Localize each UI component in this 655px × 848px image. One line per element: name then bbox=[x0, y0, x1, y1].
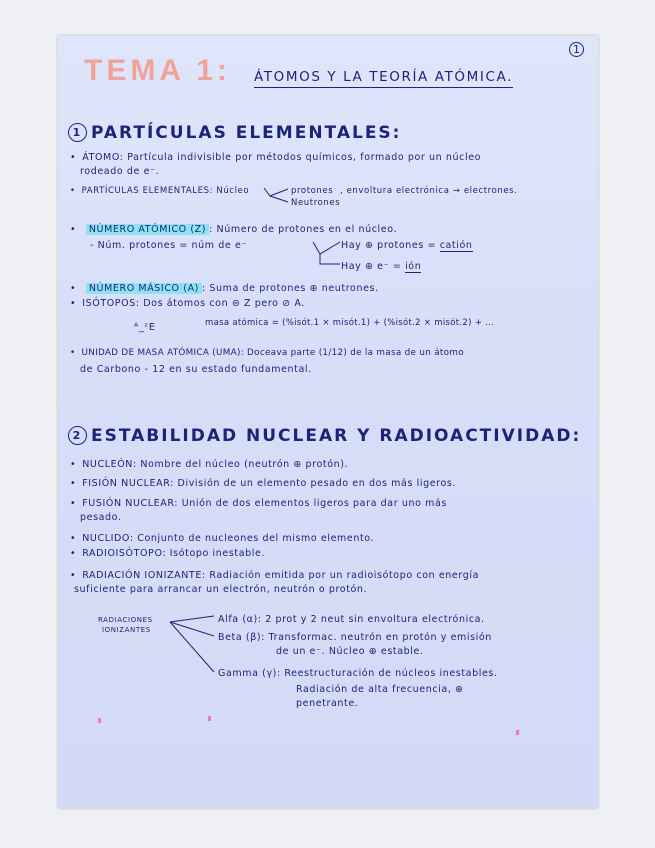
num-protones-line: - Núm. protones = núm de e⁻ bbox=[90, 240, 248, 251]
atomo-line-1: • ÁTOMO: Partícula indivisible por métodos químicos, formado por un núcleo bbox=[70, 152, 481, 163]
radioisotopo-line: • RADIOISÓTOPO: Isótopo inestable. bbox=[70, 548, 265, 559]
alfa-arrow bbox=[170, 616, 214, 622]
gamma-line-3: penetrante. bbox=[296, 698, 359, 709]
beta-line-1: Beta (β): Transformac. neutrón en protón y emisión bbox=[218, 632, 492, 643]
hay-mas-protones-text: Hay ⊕ protones = bbox=[341, 240, 437, 251]
alfa-line: Alfa (α): 2 prot y 2 neut sin envoltura electrónica. bbox=[218, 614, 485, 625]
fusion-line-1: • FUSIÓN NUCLEAR: Unión de dos elementos ligeros para dar uno más bbox=[70, 498, 447, 509]
isotopos-line: • ISÓTOPOS: Dos átomos con ⊜ Z pero ⊘ A. bbox=[70, 298, 305, 309]
section2-number: 2 bbox=[68, 426, 87, 445]
num-atomico-label: NÚMERO ATÓMICO (Z) bbox=[86, 224, 209, 235]
title-subtitle: ÁTOMOS Y LA TEORÍA ATÓMICA. bbox=[254, 69, 513, 88]
uma-line-2: de Carbono - 12 en su estado fundamental. bbox=[80, 364, 312, 375]
hay-mas-e-text: Hay ⊕ e⁻ = bbox=[341, 261, 402, 272]
radiacion-line-2: suficiente para arrancar un electrón, neutrón o protón. bbox=[74, 584, 368, 595]
nuclido-line: • NUCLIDO: Conjunto de nucleones del mismo elemento. bbox=[70, 533, 374, 544]
particulas-line: • PARTÍCULAS ELEMENTALES: Núcleo bbox=[70, 186, 249, 196]
particulas-neutrones: Neutrones bbox=[291, 198, 341, 208]
num-protones-arrow-up bbox=[313, 242, 340, 254]
atomo-line-2: rodeado de e⁻. bbox=[80, 166, 160, 177]
ion-word: ión bbox=[405, 261, 422, 272]
page-number: 1 bbox=[569, 42, 584, 57]
cation-word: catión bbox=[439, 240, 473, 251]
notebook-page bbox=[58, 36, 598, 808]
nucleon-line: • NUCLEÓN: Nombre del núcleo (neutrón ⊕ protón). bbox=[70, 459, 348, 470]
particulas-envoltura: , envoltura electrónica → electrones. bbox=[340, 186, 518, 196]
nucleo-arrow-neutrones bbox=[270, 196, 288, 202]
title-tema: TEMA 1: bbox=[84, 54, 231, 87]
gamma-line-2: Radiación de alta frecuencia, ⊕ bbox=[296, 684, 464, 695]
gamma-line-1: Gamma (γ): Reestructuración de núcleos inestables. bbox=[218, 668, 498, 679]
hand-drawn-arrows bbox=[58, 36, 598, 808]
pink-mark-3 bbox=[516, 730, 519, 735]
radiaciones-label-2: IONIZANTES bbox=[102, 626, 151, 634]
num-masico-def: : Suma de protones ⊕ neutrones. bbox=[201, 283, 379, 294]
beta-line-2: de un e⁻. Núcleo ⊕ estable. bbox=[276, 646, 424, 657]
section1-number: 1 bbox=[68, 123, 87, 142]
fusion-line-2: pesado. bbox=[80, 512, 122, 523]
num-protones-arrow-down bbox=[320, 254, 340, 264]
radiacion-line-1: • RADIACIÓN IONIZANTE: Radiación emitida por un radioisótopo con energía bbox=[70, 570, 479, 581]
particulas-protones: protones bbox=[291, 186, 334, 196]
pink-mark-2 bbox=[208, 716, 211, 721]
section2-heading-text: ESTABILIDAD NUCLEAR Y RADIOACTIVIDAD: bbox=[91, 426, 582, 446]
fision-line: • FISIÓN NUCLEAR: División de un elemento pesado en dos más ligeros. bbox=[70, 478, 456, 489]
notation-ze: ᴬ_ᶻE bbox=[134, 322, 156, 333]
pink-mark-1 bbox=[98, 718, 101, 723]
num-masico-label: NÚMERO MÁSICO (A) bbox=[86, 283, 202, 294]
num-atomico-def: : Número de protones en el núcleo. bbox=[209, 224, 398, 235]
nucleo-arrow-protones bbox=[264, 188, 288, 196]
section1-heading-text: PARTÍCULAS ELEMENTALES: bbox=[91, 123, 402, 143]
masa-atomica-formula: masa atómica = (%isót.1 × misót.1) + (%isót.2 × misót.2) + ... bbox=[205, 318, 495, 328]
radiaciones-label-1: RADIACIONES bbox=[98, 616, 153, 624]
uma-line-1: • UNIDAD DE MASA ATÓMICA (UMA): Doceava parte (1/12) de la masa de un átomo bbox=[70, 348, 464, 358]
